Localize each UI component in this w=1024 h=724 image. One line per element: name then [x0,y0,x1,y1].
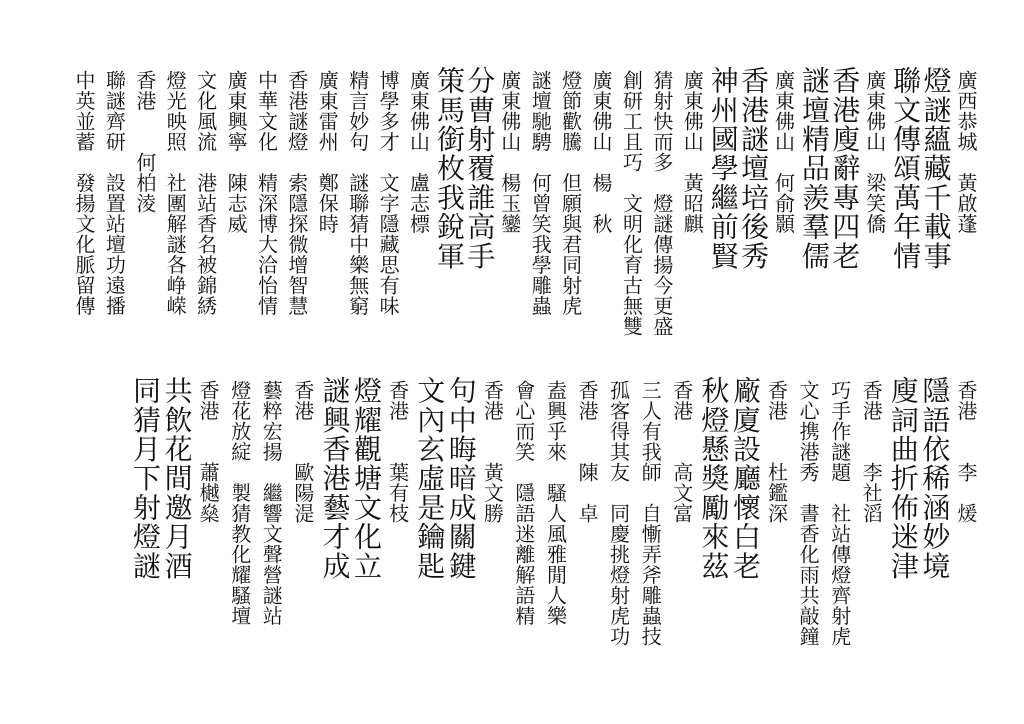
bottom-author-or-line: 孤客得其友 同慶挑燈射虎功 [606,380,631,647]
bottom-author-or-line: 香港 陳 卓 [575,380,600,524]
bottom-author-or-line: 會心而笑 隱語迷離解語精 [511,380,536,626]
top-author-or-line: 創研工且巧 文明化育古無雙 [619,70,644,337]
top-author-or-line: 燈光映照 社團解謎各峥嵘 [163,70,188,316]
top-author-or-line: 燈節歡騰 但願與君同射虎 [558,70,583,316]
top-author-or-line: 廣東雷州 鄭保時 [315,70,340,234]
bottom-author-or-line: 藝粹宏揚 繼響文聲營謎站 [259,380,284,626]
top-verse-line: 神州國學繼前賢 [706,66,740,271]
top-verse-line: 聯文傳頌萬年情 [889,66,923,271]
bottom-author-or-line: 香港 杜鑑深 [764,380,789,524]
top-verse-line: 香港謎壇培後秀 [737,66,771,271]
top-author-or-line: 廣東佛山 黃昭麒 [680,70,705,234]
bottom-verse-line: 隱語依稀涵妙境 [918,376,952,581]
bottom-author-or-line: 香港 葉有枝 [385,380,410,524]
top-author-or-line: 中華文化 精深博大洽怡情 [254,70,279,316]
top-author-or-line: 香港 何柏淩 [132,70,157,214]
top-author-or-line: 聯謎齊研 設置站壇功遠播 [102,70,127,316]
top-author-or-line: 廣東佛山 楊玉鑾 [497,70,522,234]
bottom-author-or-line: 燈花放綻 製猜教化耀騷壇 [227,380,252,626]
bottom-author-or-line: 巧手作謎題 社站傳燈齊射虎 [827,380,852,647]
bottom-verse-line: 句中晦暗成關鍵 [444,376,478,581]
top-author-or-line: 博學多才 文字隱藏思有味 [376,70,401,316]
top-author-or-line: 廣東佛山 楊 秋 [589,70,614,234]
bottom-author-or-line: 香港 高文富 [669,380,694,524]
top-verse-line: 謎壇精品羨羣儒 [797,66,831,271]
top-author-or-line: 廣東佛山 盧志標 [406,70,431,234]
bottom-verse-line: 秋燈懸獎勵來茲 [697,376,731,581]
top-author-or-line: 中英並蓄 發揚文化脈留傳 [72,70,96,316]
bottom-author-or-line: 文心携港秀 書香化雨共敲鐘 [796,380,821,647]
bottom-author-or-line: 香港 黃文勝 [480,380,505,524]
bottom-author-or-line: 三人有我師 自慚弄斧雕蟲技 [638,380,663,647]
bottom-verse-line: 共飲花間邀月酒 [160,376,194,581]
top-author-or-line: 謎壇馳騁 何曾笑我學雕蟲 [528,70,553,316]
top-author-or-line: 廣東佛山 何俞顥 [771,70,796,234]
bottom-verse-line: 廋詞曲折佈迷津 [886,376,920,581]
top-author-or-line: 文化風流 港站香名被錦綉 [193,70,218,316]
top-verse-line: 策馬銜枚我銳軍 [432,66,466,271]
top-author-or-line: 廣東興寧 陳志威 [224,70,249,234]
top-verse-line: 香港廋辭專四老 [828,66,862,271]
bottom-author-or-line: 盍興乎來 騷人風雅閒人樂 [543,380,568,626]
bottom-author-or-line: 香港 歐陽湜 [290,380,315,524]
top-author-or-line: 香港謎燈 索隱探微增智慧 [284,70,309,316]
top-author-or-line: 猜射快而多 燈謎傳揚今更盛 [649,70,674,337]
bottom-verse-line: 同猜月下射燈謎 [129,376,162,581]
top-verse-line: 燈謎蘊藏千載事 [919,66,953,271]
bottom-author-or-line: 香港 李社滔 [859,380,884,524]
top-verse-line: 分曹射覆誰高手 [463,66,497,271]
bottom-author-or-line: 香港 蕭樾燊 [196,380,221,524]
top-author-or-line: 廣西恭城 黃啟蓬 [954,70,978,234]
bottom-verse-line: 謎興香港藝才成 [318,376,352,581]
top-author-or-line: 廣東佛山 梁笑僑 [862,70,887,234]
bottom-verse-line: 文內玄虛是鑰匙 [413,376,447,581]
top-author-or-line: 精言妙句 謎聯猜中樂無窮 [345,70,370,316]
bottom-author-or-line: 香港 李 煖 [954,380,978,524]
bottom-verse-line: 燈耀觀塘文化立 [350,376,384,581]
bottom-verse-line: 廠廈設廳懷白老 [728,376,762,581]
